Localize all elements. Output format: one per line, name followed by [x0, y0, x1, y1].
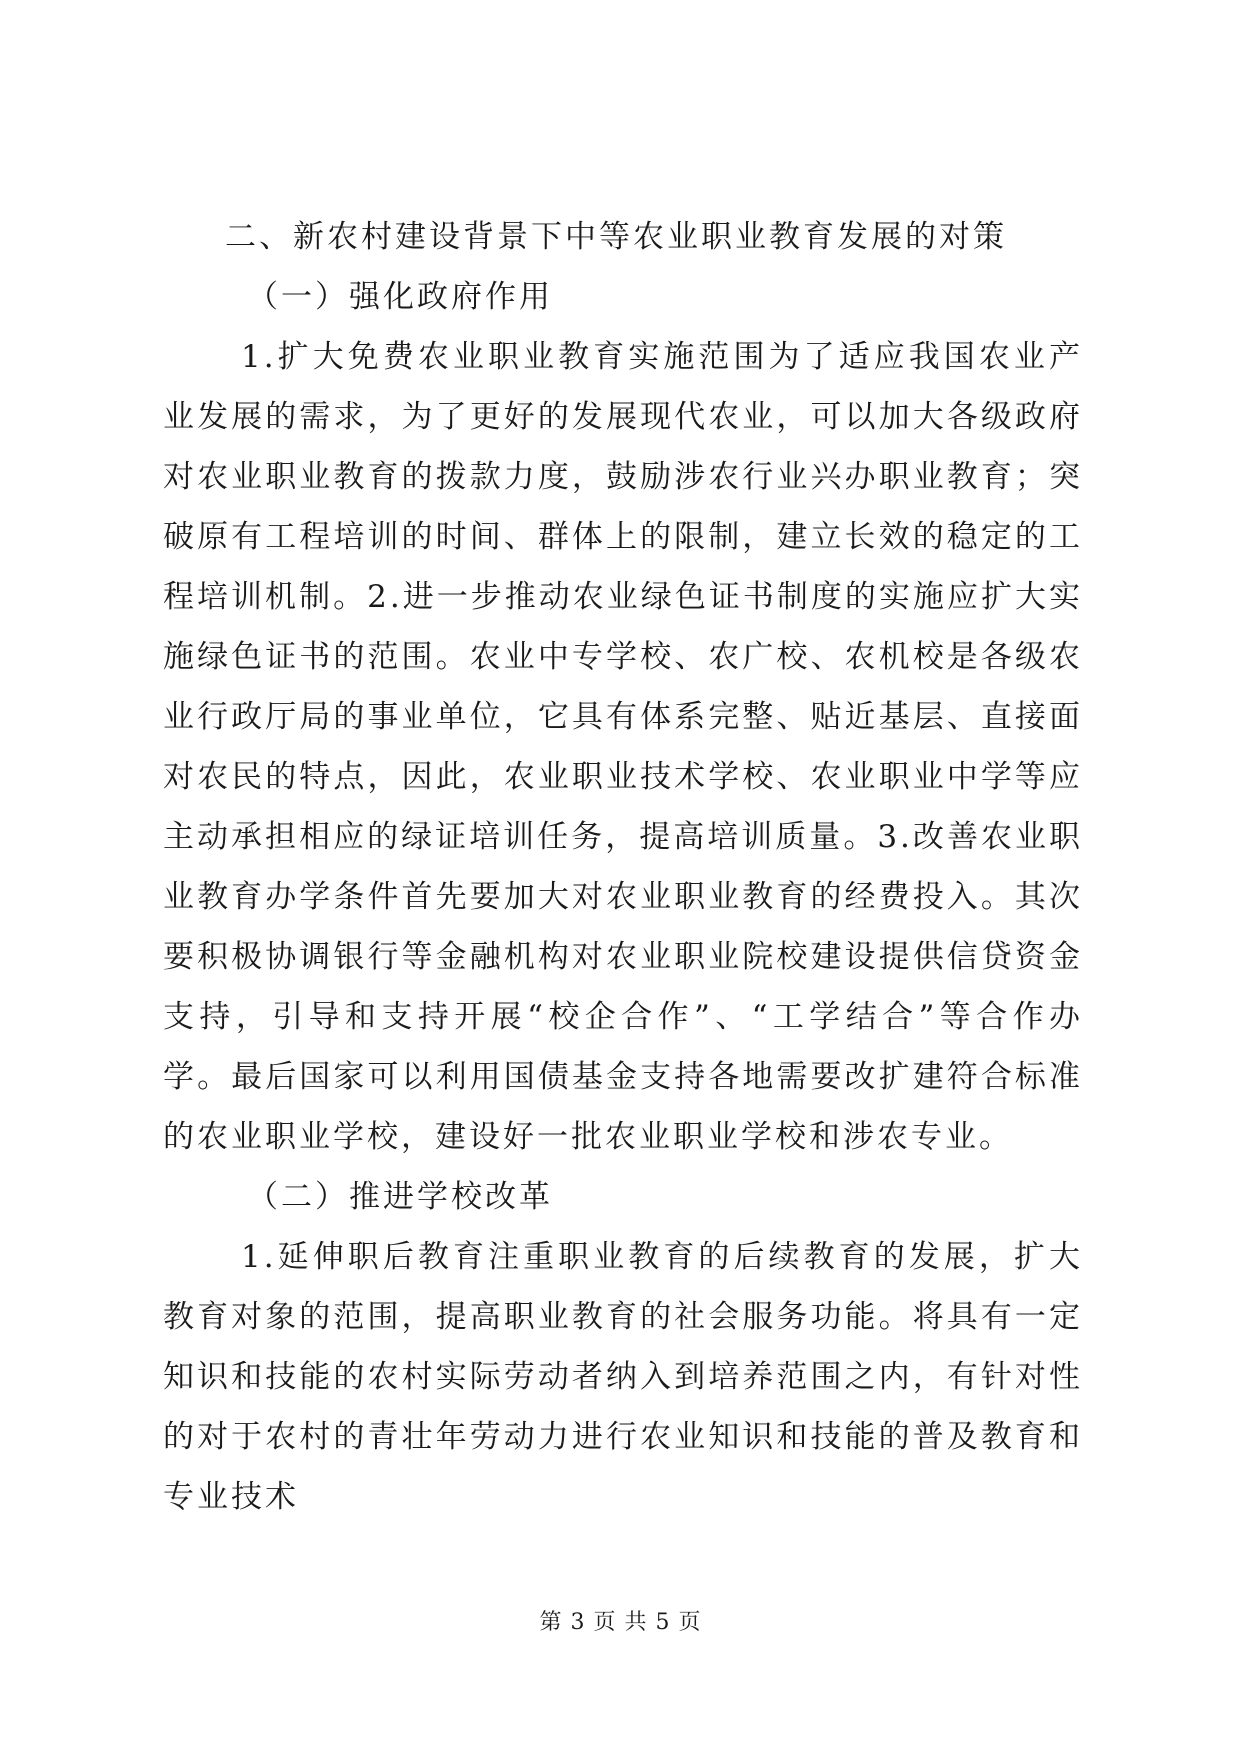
document-body [163, 207, 1083, 1527]
subsection-heading-1: （一）强化政府作用 [247, 279, 553, 315]
subsection-paragraph-2: 1.延伸职后教育注重职业教育的后续教育的发展，扩大教育对象的范围，提高职业教育的社会服务功能。将具有一定知识和技能的农村实际劳动者纳入到培养范围之内，有针对性的对于农村的青壮年劳动力进行农业知识和技能的普及教育和专业技术 [163, 1239, 1083, 1515]
section-heading: 二、新农村建设背景下中等农业职业教育发展的对策 [225, 219, 1007, 255]
subsection-paragraph-1: 1.扩大免费农业职业教育实施范围为了适应我国农业产业发展的需求，为了更好的发展现代农业，可以加大各级政府对农业职业教育的拨款力度，鼓励涉农行业兴办职业教育；突破原有工程培训的时间、群体上的限制，建立长效的稳定的工程培训机制。2.进一步推动农业绿色证书制度的实施应扩大实施绿色证书的范围。农业中专学校、农广校、农机校是各级农业行政厅局的事业单位，它具有体系完整、贴近基层、直接面对农民的特点，因此，农业职业技术学校、农业职业中学等应主动承担相应的绿证培训任务，提高培训质量。3.改善农业职业教育办学条件首先要加大对农业职业教育的经费投入。其次要积极协调银行等金融机构对农业职业院校建设提供信贷资金支持，引导和支持开展“校企合作”、“工学结合”等合作办学。最后国家可以利用国债基金支持各地需要改扩建符合标准的农业职业学校，建设好一批农业职业学校和涉农专业。 [163, 339, 1083, 1155]
page-number-footer: 第 3 页 共 5 页 [539, 1610, 702, 1635]
subsection-heading-2: （二）推进学校改革 [247, 1179, 553, 1215]
